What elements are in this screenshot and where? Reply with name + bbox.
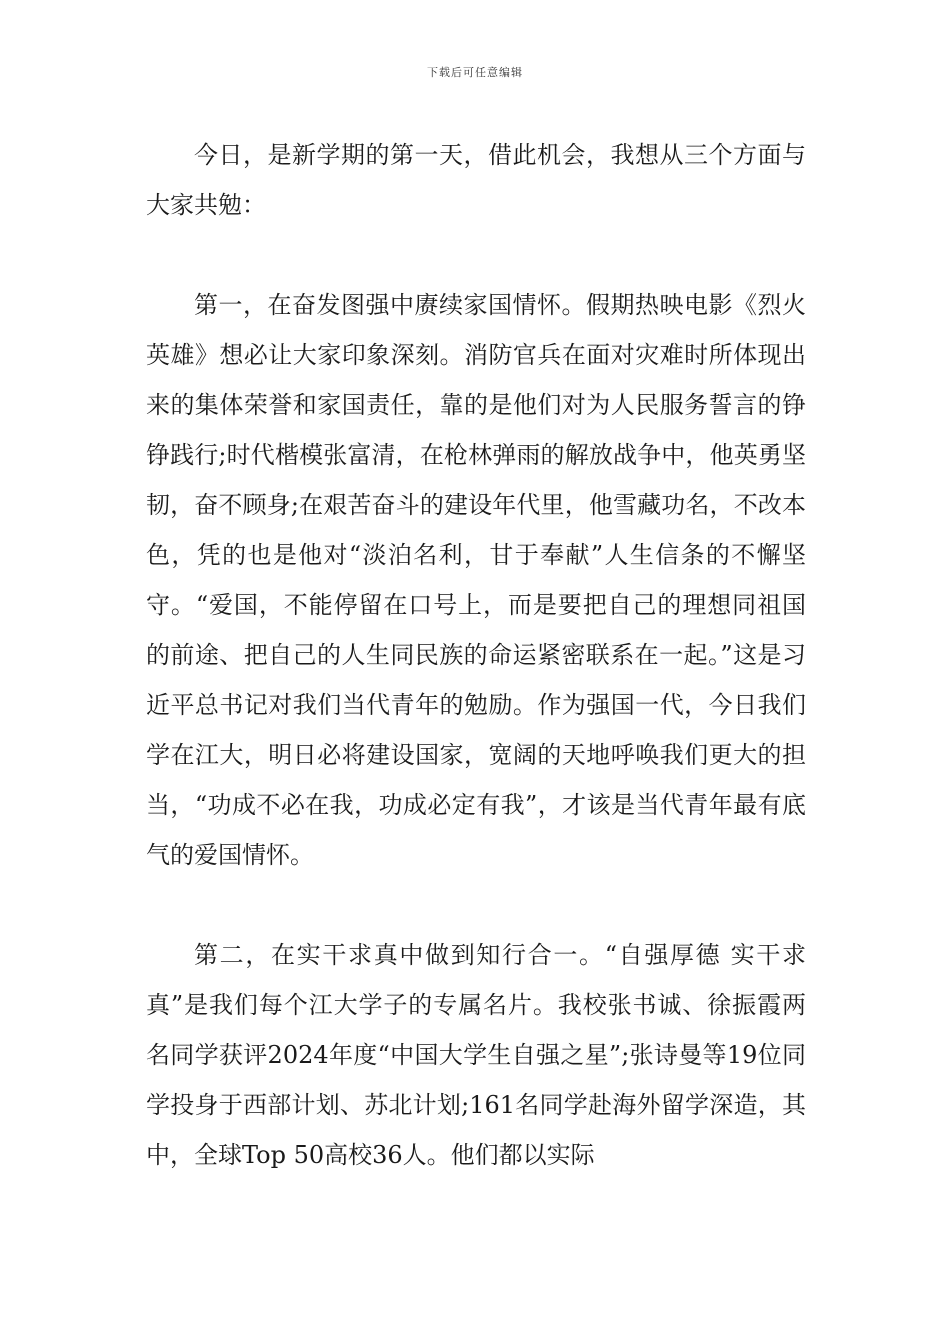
- document-body: [146, 130, 806, 1180]
- paragraph-second-point: 第二，在实干求真中做到知行合一。“自强厚德 实干求真”是我们每个江大学子的专属名片。我校张书诚、徐振霞两名同学获评2024年度“中国大学生自强之星”;张诗曼等19位同学投身于西部计划、苏北计划;161名同学赴海外留学深造，其中，全球Top 50高校36人。他们都以实际: [146, 941, 806, 1169]
- paragraph-spacer: [146, 230, 806, 280]
- paragraph-intro: 今日，是新学期的第一天，借此机会，我想从三个方面与大家共勉：: [146, 141, 806, 219]
- paragraph-first-point: 第一，在奋发图强中赓续家国情怀。假期热映电影《烈火英雄》想必让大家印象深刻。消防官兵在面对灾难时所体现出来的集体荣誉和家国责任，靠的是他们对为人民服务誓言的铮铮践行;时代楷模张富清，在枪林弹雨的解放战争中，他英勇坚韧，奋不顾身;在艰苦奋斗的建设年代里，他雪藏功名，不改本色，凭的也是他对“淡泊名利，甘于奉献”人生信条的不懈坚守。“爱国，不能停留在口号上，而是要把自己的理想同祖国的前途、把自己的人生同民族的命运紧密联系在一起。”这是习近平总书记对我们当代青年的勉励。作为强国一代，今日我们学在江大，明日必将建设国家，宽阔的天地呼唤我们更大的担当，“功成不必在我，功成必定有我”，才该是当代青年最有底气的爱国情怀。: [146, 291, 806, 869]
- paragraph-spacer: [146, 880, 806, 930]
- page-header: 下载后可任意编辑: [427, 66, 523, 79]
